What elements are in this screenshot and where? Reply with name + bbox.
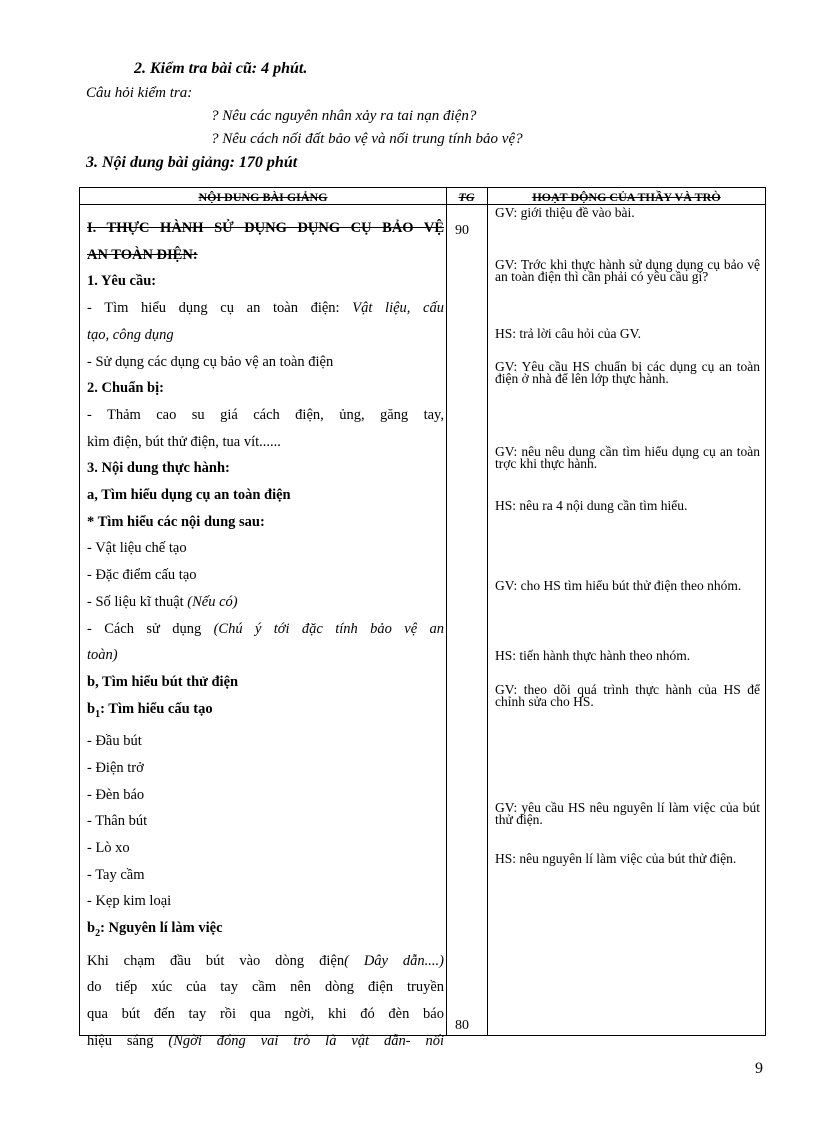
content-text: : Tìm hiểu cấu tạo [100, 700, 213, 717]
content-line: toàn) [87, 647, 118, 664]
activity-item: GV: cho HS tìm hiểu bút thử điện theo nhóm. [495, 578, 742, 593]
content-heading: 2. Chuẩn bị: [87, 380, 164, 397]
content-line: AN TOÀN ĐIỆN: [87, 246, 198, 263]
activity-item: HS: nêu nguyên lí làm việc của bút thử điện. [495, 851, 737, 866]
content-line [87, 948, 444, 975]
question-1: ? Nêu các nguyên nhân xảy ra tai nạn điện? [211, 108, 477, 124]
content-heading: * Tìm hiểu các nội dung sau: [87, 513, 265, 530]
content-heading: 3. Nội dung thực hành: [87, 460, 230, 477]
activity-item: HS: trả lời câu hỏi của GV. [495, 326, 641, 341]
content-line: - Sử dụng các dụng cụ bảo vệ an toàn điện [87, 353, 334, 370]
content-heading [87, 696, 444, 729]
content-line: - Điện trở [87, 759, 144, 776]
content-heading: b, Tìm hiểu bút thử điện [87, 673, 239, 690]
content-line: - Đèn báo [87, 786, 145, 803]
column-divider [446, 188, 447, 1035]
content-line: - Thân bút [87, 813, 148, 830]
content-subscript: 2 [95, 928, 101, 940]
question-2: ? Nêu cách nối đất bảo vệ và nối trung tính bảo vệ? [211, 131, 523, 147]
header-time: TG [458, 190, 475, 203]
content-text: - Số liệu kĩ thuật [87, 593, 188, 610]
content-text: b [87, 920, 96, 937]
content-italic: Vật liệu, cấu [352, 300, 444, 317]
activity-item: HS: tiến hành thực hành theo nhóm. [495, 648, 691, 663]
activity-item: GV: Trớc khi thực hành sử dụng dụng cụ bảo vệ an toàn điện thì cần phải có yêu cầu gì? [495, 257, 760, 284]
content-text: - Cách sử dụng [87, 620, 214, 637]
content-line: - Lò xo [87, 840, 130, 857]
activity-item: GV: theo dõi quá trình thực hành của HS để chỉnh sửa cho HS. [495, 682, 760, 709]
content-heading: a, Tìm hiểu dụng cụ an toàn điện [87, 487, 291, 504]
content-line: - Vật liệu chế tạo [87, 540, 187, 557]
content-subscript: 1 [95, 708, 101, 720]
content-line: - Kẹp kim loại [87, 893, 172, 910]
page-number: 9 [755, 1060, 763, 1077]
section-heading-review: 2. Kiểm tra bài cũ: 4 phút. [134, 60, 308, 77]
content-italic: (Nếu có) [187, 593, 238, 610]
content-heading: 1. Yêu cầu: [87, 273, 157, 290]
time-value: 80 [455, 1018, 469, 1033]
content-line: I. THỰC HÀNH SỬ DỤNG DỤNG CỤ BẢO VỆ [87, 220, 444, 236]
content-text: b [87, 700, 96, 717]
content-line [87, 295, 444, 322]
header-activities: HOẠT ĐỘNG CỦA THẦY VÀ TRÒ [532, 190, 721, 203]
content-line: qua bút đến tay rồi qua ngời, khi đó đèn báo [87, 1006, 444, 1023]
activity-item: GV: Yêu cầu HS chuẩn bị các dụng cụ an toàn điện ở nhà để lên lớp thực hành. [495, 359, 760, 386]
content-italic: (Ngời đóng vai trò là vật dẫn- nối [168, 1032, 444, 1049]
header-content: NỘI DUNG BÀI GIẢNG [198, 190, 328, 203]
activity-item: HS: nêu ra 4 nội dung cần tìm hiểu. [495, 498, 688, 513]
section-heading-lesson: 3. Nội dung bài giảng: 170 phút [86, 154, 298, 171]
content-line [87, 589, 444, 616]
activity-item: GV: giới thiệu đề vào bài. [495, 205, 635, 220]
activity-item: GV: nêu nêu dung cần tìm hiểu dụng cụ an toàn trợc khi thực hành. [495, 444, 760, 471]
column-divider [487, 188, 488, 1035]
activity-item: GV: yêu cầu HS nêu nguyên lí làm việc của bút thử điện. [495, 800, 760, 827]
content-text: Khi chạm đầu bút vào dòng điện [87, 952, 345, 969]
content-line: - Đặc điểm cấu tạo [87, 567, 197, 584]
content-line: - Tay cầm [87, 866, 145, 883]
content-text: - Tìm hiểu dụng cụ an toàn điện: [87, 300, 353, 317]
content-column [87, 215, 444, 1055]
time-value: 90 [455, 223, 469, 238]
content-line [87, 616, 444, 643]
content-italic: ( Dây dẫn....) [344, 952, 444, 969]
content-text: hiệu sáng [87, 1032, 169, 1049]
content-line: do tiếp xúc của tay cầm nên dòng điện truyền [87, 979, 444, 996]
content-italic: (Chú ý tới đặc tính bảo vệ an [213, 620, 444, 637]
lesson-table [79, 187, 766, 1049]
content-line: kìm điện, bút thử điện, tua vít...... [87, 433, 281, 450]
content-line: - Thảm cao su giá cách điện, ủng, găng tay, [87, 406, 444, 423]
content-heading [87, 915, 444, 948]
header-divider [80, 204, 765, 205]
content-line: tạo, công dụng [87, 326, 174, 343]
content-text: : Nguyên lí làm việc [100, 920, 223, 937]
content-line [87, 1028, 444, 1055]
content-line: - Đầu bút [87, 733, 142, 750]
question-label: Câu hỏi kiểm tra: [86, 85, 193, 101]
